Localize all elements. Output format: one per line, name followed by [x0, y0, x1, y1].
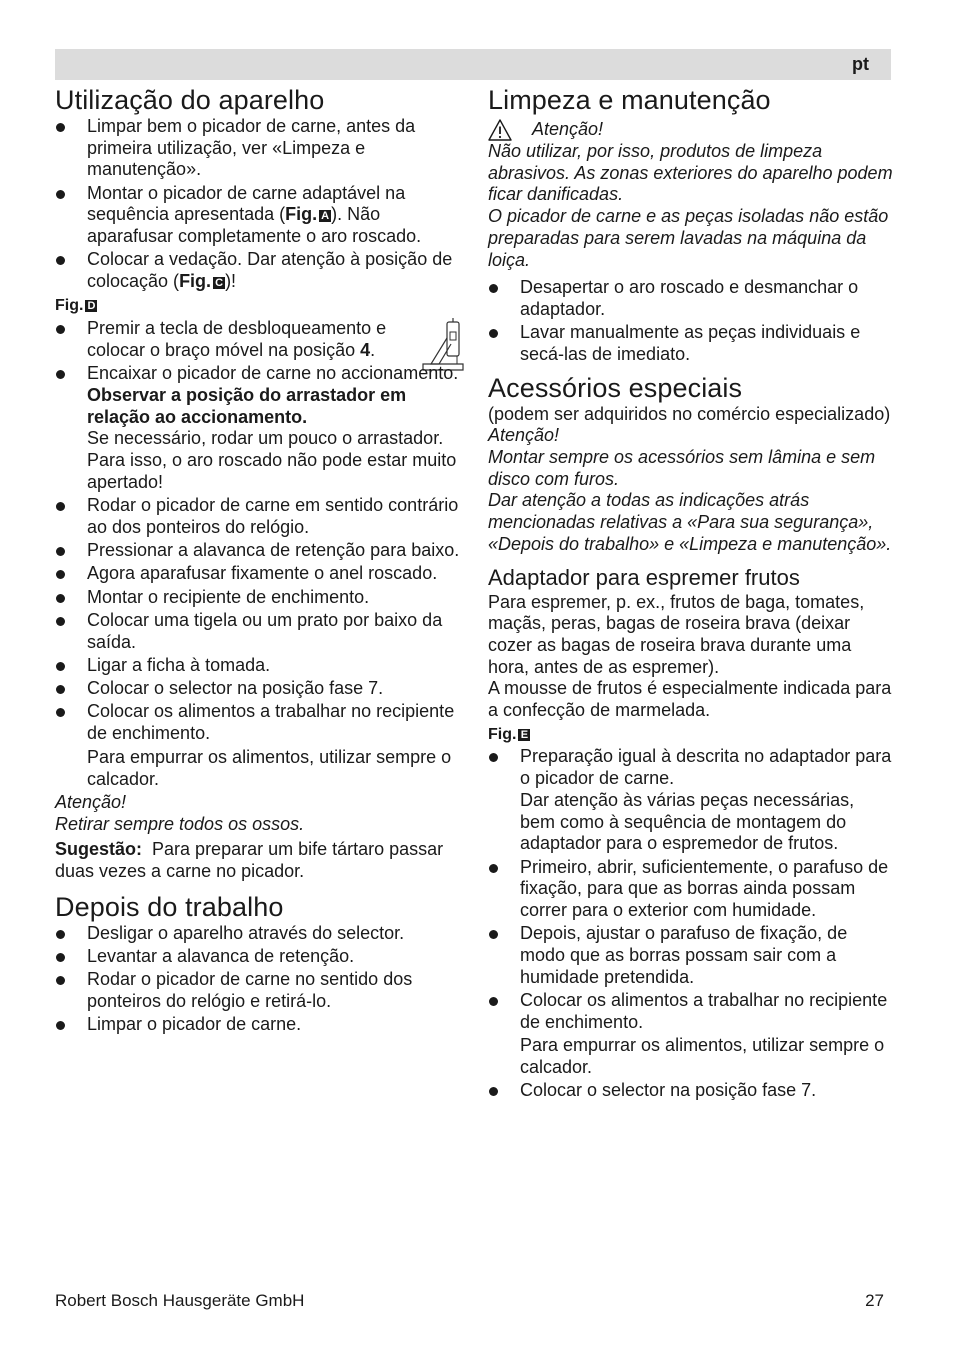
attention-label: Atenção! — [532, 119, 604, 140]
section-title-after: Depois do trabalho — [55, 891, 284, 922]
list-item: Premir a tecla de desbloqueamento e colocar o braço móvel na posição 4. — [55, 318, 465, 361]
list-item: Limpar o picador de carne. — [55, 1014, 465, 1036]
paragraph: A mousse de frutos é especialmente indicada para a confecção de marmelada. — [488, 678, 892, 721]
list-item: Montar o recipiente de enchimento. — [55, 587, 465, 609]
list-item: Levantar a alavanca de retenção. — [55, 946, 465, 968]
list-item: Pressionar a alavanca de retenção para baixo. — [55, 540, 465, 562]
list-item: Agora aparafusar fixamente o anel roscado. — [55, 563, 465, 585]
section-title-use: Utilização do aparelho — [55, 85, 325, 115]
list-item: Limpar bem o picador de carne, antes da primeira utilização, ver «Limpeza e manutenção». — [55, 116, 465, 181]
juicer-list — [488, 746, 893, 1102]
paragraph: Para espremer, p. ex., frutos de baga, tomates, maçãs, peras, bagas de roseira brava (deixar cozer as bagas de roseira brava durante uma hora, antes de as espremer). — [488, 591, 865, 677]
accessories-note: (podem ser adquiridos no comércio especializado) — [488, 403, 891, 424]
list-item: Depois, ajustar o parafuso de fixação, de modo que as borras possam sair com a humidade pretendida. — [488, 923, 893, 988]
list-item: Rodar o picador de carne em sentido contrário ao dos ponteiros do relógio. — [55, 495, 465, 538]
right-column — [488, 84, 893, 1104]
fig-d-block — [55, 318, 465, 790]
list-item: Primeiro, abrir, suficientemente, o parafuso de fixação, para que as borras ainda possam correr para o exterior com humidade. — [488, 857, 893, 922]
warning-text: Não utilizar, por isso, produtos de limpeza abrasivos. As zonas exteriores do aparelho podem ficar danificadas. — [488, 141, 893, 205]
fig-box-a: A — [319, 210, 331, 222]
list-item: Colocar uma tigela ou um prato por baixo da saída. — [55, 610, 465, 653]
list-item: Colocar os alimentos a trabalhar no recipiente de enchimento. Para empurrar os alimentos, utilizar sempre o calcador. — [55, 701, 465, 790]
list-item: Ligar a ficha à tomada. — [55, 655, 465, 677]
list-item: Desapertar o aro roscado e desmanchar o adaptador. — [488, 277, 893, 320]
list-item: Colocar os alimentos a trabalhar no recipiente de enchimento. Para empurrar os alimentos, utilizar sempre o calcador. — [488, 990, 893, 1079]
attention-line — [488, 119, 893, 141]
attention-label: Atenção! — [488, 425, 560, 446]
warning-text: O picador de carne e as peças isoladas não estão preparadas para serem lavadas na máquina da loiça. — [488, 206, 889, 270]
list-item: Preparação igual à descrita no adaptador para o picador de carne. Dar atenção às várias peças necessárias, bem como à sequência de montagem do adaptador para o espremedor de frutos. — [488, 746, 893, 855]
tip: Sugestão: Para preparar um bife tártaro passar duas vezes a carne no picador. — [55, 839, 444, 881]
list-item: Colocar o selector na posição fase 7. — [55, 678, 465, 700]
list-item: Rodar o picador de carne no sentido dos ponteiros do relógio e retirá-lo. — [55, 969, 465, 1012]
page-number: 27 — [865, 1291, 884, 1310]
left-column — [55, 84, 465, 1038]
warning-text: Dar atenção a todas as indicações atrás mencionadas relativas a «Para sua segurança», «Depois do trabalho» e «Limpeza e manutenção». — [488, 490, 892, 554]
fig-d-reference: Fig. D — [55, 294, 465, 317]
list-item: Lavar manualmente as peças individuais e secá-las de imediato. — [488, 322, 893, 365]
section-title-cleaning: Limpeza e manutenção — [488, 85, 771, 115]
header-bar — [55, 49, 891, 80]
list-item: Montar o picador de carne adaptável na sequência apresentada (Fig. A ). Não aparafusar completamente o aro roscado. — [55, 183, 465, 248]
section-title-accessories: Acessórios especiais — [488, 372, 743, 403]
emphasis-note: Observar a posição do arrastador em relação ao accionamento. — [87, 384, 407, 427]
list-item: Colocar a vedação. Dar atenção à posição de colocação (Fig. C )! — [55, 249, 465, 292]
list-item: Encaixar o picador de carne no accionamento. Observar a posição do arrastador em relação ao accionamento. Se necessário, rodar um pouco o arrastador. Para isso, o aro roscado não pode estar muito apertado! — [55, 363, 465, 493]
push-note: Para empurrar os alimentos, utilizar sempre o calcador. — [520, 1035, 885, 1078]
push-note: Para empurrar os alimentos, utilizar sempre o calcador. — [87, 746, 452, 789]
attention-text: Retirar sempre todos os ossos. — [55, 813, 305, 834]
attention-label: Atenção! — [55, 791, 127, 812]
subsection-title-juicer: Adaptador para espremer frutos — [488, 564, 800, 590]
list-item: Desligar o aparelho através do selector. — [55, 923, 465, 945]
use-list — [55, 116, 465, 293]
list-item: Colocar o selector na posição fase 7. — [488, 1080, 893, 1102]
footer-company: Robert Bosch Hausgeräte GmbH — [55, 1291, 305, 1310]
after-list — [55, 923, 465, 1036]
fig-box-e: E — [518, 729, 530, 741]
cleaning-list — [488, 277, 893, 365]
fig-box-c: C — [213, 277, 225, 289]
language-code: pt — [852, 54, 869, 74]
warning-text: Montar sempre os acessórios sem lâmina e sem disco com furos. — [488, 447, 876, 489]
fig-e-reference: Fig. E — [488, 723, 893, 746]
fig-box-d: D — [85, 300, 97, 312]
warning-icon — [488, 119, 512, 141]
